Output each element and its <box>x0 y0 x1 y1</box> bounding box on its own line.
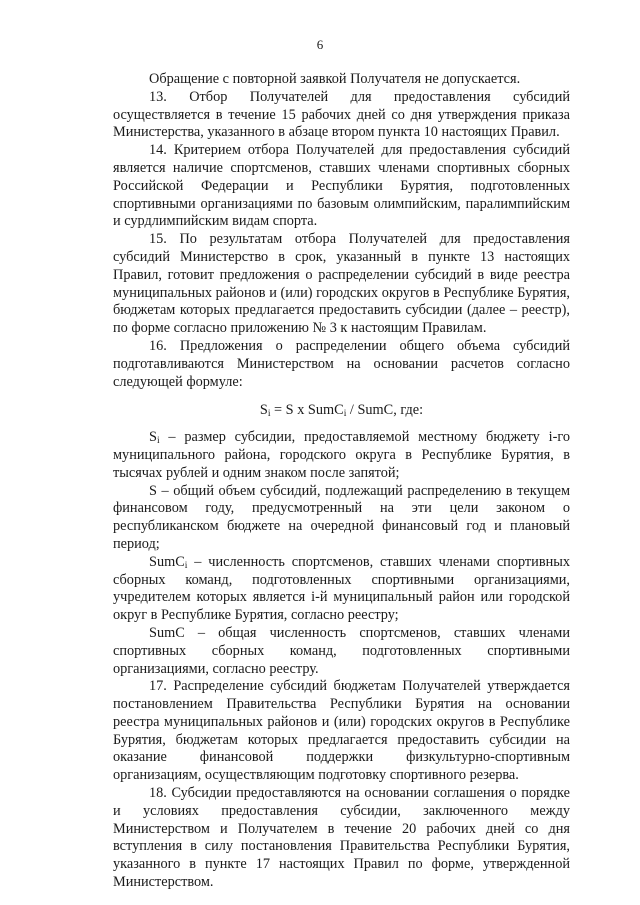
paragraph-14: 14. Критерием отбора Получателей для предоставления субсидий является наличие спортсменов, ставших членами спортивных сборных Российской Федерации и Республики Бурятия, подготовленных спортивными организациями по базовым олимпийским, паралимпийским и сурдлимпийским видам спорта. <box>113 142 570 230</box>
definition-sumci <box>113 554 570 625</box>
definition-sumc: SumC – общая численность спортсменов, ставших членами спортивных сборных команд, подготовленных спортивными организациями, согласно реестру. <box>113 624 570 677</box>
paragraph-18: 18. Субсидии предоставляются на основании соглашения о порядке и условиях предоставления субсидии, заключенного между Министерством и Получателем в течение 20 рабочих дней со дня вступления в силу постановления Правительства Республики Бурятия, указанного в пункте 17 настоящих Правил по форме, утвержденной Министерством. <box>113 785 570 891</box>
paragraph-resubmission: Обращение с повторной заявкой Получателя не допускается. <box>149 71 521 87</box>
definition-sumci-text: – численность спортсменов, ставших членами спортивных сборных команд, подготовленных спортивными организациями, учредителем которых является i-й муниципальный район или городской округ в Республике Бурятия, согласно реестру; <box>113 553 570 624</box>
paragraph-13: 13. Отбор Получателей для предоставления субсидий осуществляется в течение 15 рабочих дней со дня утверждения приказа Министерства, указанного в абзаце втором пункта 10 настоящих Правил. <box>113 88 570 141</box>
paragraph-16: 16. Предложения о распределении общего объема субсидий подготавливаются Министерством на основании расчетов согласно следующей формуле: <box>113 337 570 390</box>
formula-middle: = S x SumC <box>270 402 344 419</box>
formula-end: / SumC, где: <box>346 402 424 419</box>
subsidy-formula <box>113 402 570 420</box>
formula-sumc-subscript: i <box>343 409 347 420</box>
paragraph-17: 17. Распределение субсидий бюджетам Получателей утверждается постановлением Правительства Республики Бурятия на основании реестра муниципальных районов и (или) городских округов в Республике Бурятия, бюджетам которых предлагается предоставить субсидии на оказание финансовой поддержки физкультурно-спортивным организациям, осуществляющим подготовку спортивного резерва. <box>113 678 570 784</box>
formula-s: S <box>259 402 268 419</box>
page-number: 6 <box>316 37 324 52</box>
definition-si-letter: S <box>149 429 157 446</box>
definition-si-subscript: i <box>156 436 160 447</box>
definition-si <box>113 429 570 482</box>
formula-s-subscript: i <box>267 409 271 420</box>
definition-si-text: – размер субсидии, предоставляемой местному бюджету i-го муниципального района, городского округа в Республике Бурятия, в тысячах рублей и одним знаком после запятой; <box>113 429 570 481</box>
definition-sumci-word: SumC <box>149 553 185 570</box>
definition-s: S – общий объем субсидий, подлежащий распределению в текущем финансовом году, предусмотренный на эти цели законом о республиканском бюджете на очередной финансовый год и плановый период; <box>113 482 570 552</box>
definition-sumci-subscript: i <box>184 560 188 571</box>
document-body <box>113 71 570 892</box>
paragraph-15: 15. По результатам отбора Получателей для предоставления субсидий Министерство в срок, указанный в пункте 13 настоящих Правил, готовит предложения о распределении субсидий в виде реестра муниципальных районов и (или) городских округов в Республике Бурятия, бюджетам которых предлагается предоставить субсидии (далее – реестр), по форме согласно приложению № 3 к настоящим Правилам. <box>113 231 570 337</box>
